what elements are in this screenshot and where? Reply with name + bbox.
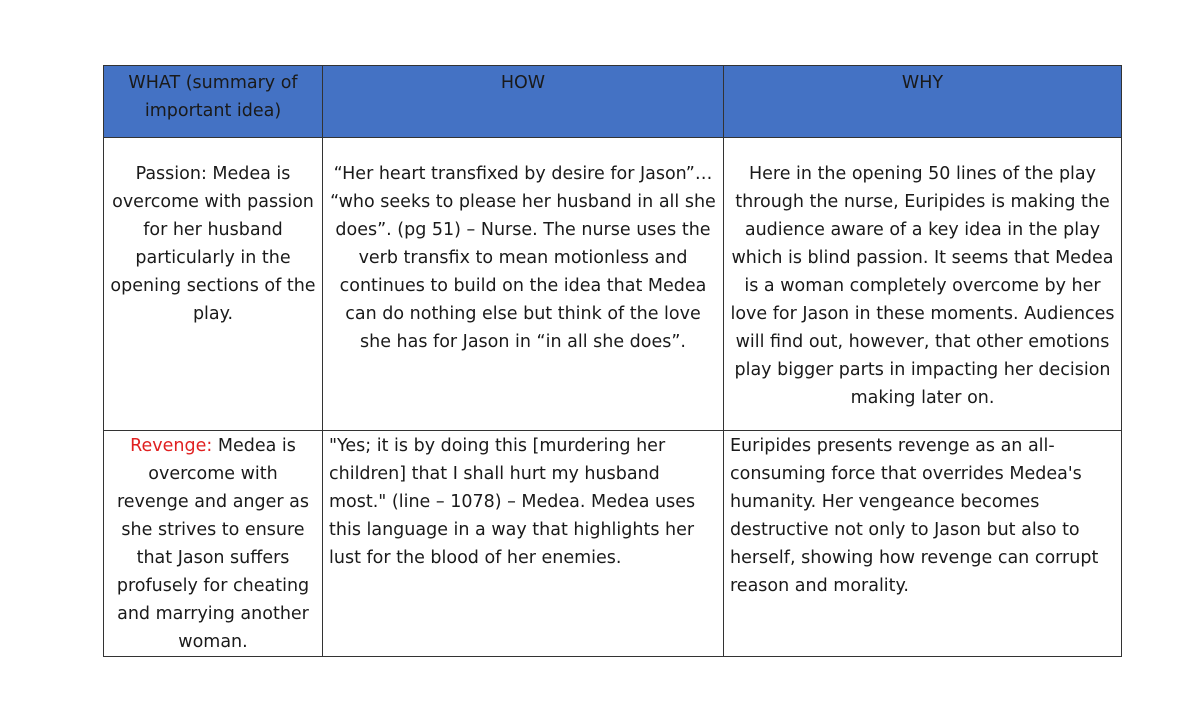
header-why-label: WHY (901, 73, 944, 93)
table-row (104, 431, 1122, 657)
table-row (104, 138, 1122, 431)
cell-how-revenge-text: "Yes; it is by doing this [murdering her children] that I shall hurt my husband most." (line – 1078) – Medea. Medea uses this language in a way that highlights her lust for the blood of her enemies. (329, 436, 696, 568)
header-why (724, 66, 1122, 138)
header-what (104, 66, 323, 138)
cell-why-passion-text: Here in the opening 50 lines of the play through the nurse, Euripides is making the audience aware of a key idea in the play which is blind passion. It seems that Medea is a woman completely overcome by her love for Jason in these moments. Audiences will find out, however, that other emotions play bigger parts in impacting her decision making later on. (730, 164, 1115, 408)
table-header-row (104, 66, 1122, 138)
header-how (323, 66, 724, 138)
cell-what-revenge-text (104, 431, 322, 656)
revenge-keyword: Revenge: (130, 436, 213, 456)
cell-how-passion-text: “Her heart transfixed by desire for Jason”… “who seeks to please her husband in all she does”. (pg 51) – Nurse. The nurse uses the verb transfix to mean motionless and continues to build on the idea that Medea can do nothing else but think of the love she has for Jason in “in all she does”. (330, 164, 716, 352)
cell-how-passion (323, 138, 724, 431)
header-how-label: HOW (500, 73, 546, 93)
cell-why-revenge-text: Euripides presents revenge as an all-consuming force that overrides Medea's humanity. Her vengeance becomes destructive not only to Jason but also to herself, showing how revenge can corrupt reason and morality. (730, 436, 1099, 596)
header-what-label: WHAT (summary of important idea) (128, 73, 298, 121)
revenge-summary: Medea is overcome with revenge and anger as she strives to ensure that Jason suffers profusely for cheating and marrying another woman. (116, 436, 310, 652)
cell-what-passion-text: Passion: Medea is overcome with passion for her husband particularly in the opening sections of the play. (110, 164, 316, 324)
analysis-table (103, 65, 1122, 657)
cell-why-revenge (724, 431, 1122, 657)
cell-what-revenge (104, 431, 323, 657)
cell-what-passion (104, 138, 323, 431)
cell-why-passion (724, 138, 1122, 431)
cell-how-revenge (323, 431, 724, 657)
